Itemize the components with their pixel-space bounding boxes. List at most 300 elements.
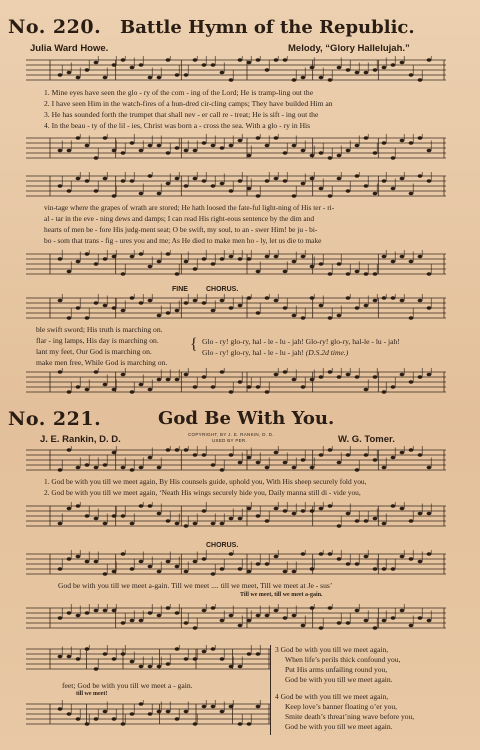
music-staff bbox=[26, 446, 446, 478]
note-head bbox=[274, 373, 279, 377]
note-head bbox=[319, 304, 324, 308]
note-head bbox=[139, 192, 144, 196]
note-head bbox=[202, 705, 207, 709]
note-head bbox=[256, 614, 261, 618]
note-head bbox=[139, 466, 144, 470]
note-head bbox=[58, 73, 63, 77]
note-head bbox=[346, 373, 351, 377]
note-head bbox=[121, 514, 126, 518]
note-head bbox=[355, 174, 360, 178]
note-head bbox=[148, 712, 153, 716]
note-head bbox=[157, 512, 162, 516]
note-head bbox=[373, 68, 378, 72]
note-head bbox=[427, 552, 432, 556]
note-head bbox=[103, 572, 108, 576]
note-head bbox=[274, 507, 279, 511]
note-head bbox=[193, 58, 198, 62]
note-head bbox=[382, 255, 387, 259]
note-head bbox=[139, 560, 144, 564]
note-head bbox=[256, 562, 261, 566]
note-head bbox=[409, 73, 414, 77]
note-head bbox=[400, 451, 405, 455]
note-head bbox=[67, 189, 72, 193]
note-head bbox=[409, 557, 414, 561]
note-head bbox=[409, 519, 414, 523]
note-head bbox=[301, 458, 306, 462]
note-head bbox=[328, 156, 333, 160]
note-head bbox=[112, 609, 117, 613]
note-head bbox=[58, 184, 63, 188]
note-head bbox=[121, 151, 126, 155]
note-head bbox=[229, 255, 234, 259]
note-head bbox=[409, 192, 414, 196]
stanza-3 bbox=[275, 645, 400, 685]
note-head bbox=[94, 370, 99, 374]
note-head bbox=[220, 619, 225, 623]
note-head bbox=[175, 647, 180, 651]
note-head bbox=[148, 299, 153, 303]
note-head bbox=[418, 512, 423, 516]
verse-line: make men free, While God is marching on. bbox=[36, 358, 168, 367]
note-head bbox=[166, 311, 171, 315]
note-head bbox=[220, 468, 225, 472]
note-head bbox=[319, 375, 324, 379]
verse-line: 2. I have seen Him in the watch-fires of a hun-dred cir-cling camps; They have builded Him an bbox=[44, 99, 333, 108]
note-head bbox=[76, 177, 81, 181]
music-staff bbox=[26, 294, 446, 326]
note-head bbox=[283, 570, 288, 574]
verse-line: 1. God be with you till we meet again, By His counsels guide, uphold you, With His sheep securely fold you, bbox=[44, 477, 367, 486]
note-head bbox=[148, 174, 153, 178]
note-head bbox=[130, 619, 135, 623]
note-head bbox=[85, 463, 90, 467]
note-head bbox=[202, 63, 207, 67]
note-head bbox=[121, 272, 126, 276]
note-head bbox=[229, 705, 234, 709]
note-head bbox=[220, 370, 225, 374]
note-head bbox=[256, 311, 261, 315]
music-staff bbox=[26, 700, 271, 732]
note-head bbox=[229, 144, 234, 148]
note-head bbox=[166, 448, 171, 452]
note-head bbox=[220, 567, 225, 571]
verse-line: 2. God be with you till we meet again, ‘Neath His wings securely hide you, Daily manna still di - vide you, bbox=[44, 488, 361, 497]
note-head bbox=[85, 388, 90, 392]
note-head bbox=[76, 306, 81, 310]
chorus-text: Glo - ry! glo-ry, hal - le - lu - jah! bbox=[202, 348, 304, 357]
note-head bbox=[319, 626, 324, 630]
note-head bbox=[265, 390, 270, 394]
note-head bbox=[328, 448, 333, 452]
note-head bbox=[265, 296, 270, 300]
music-staff bbox=[26, 56, 446, 88]
note-head bbox=[427, 149, 432, 153]
note-head bbox=[238, 380, 243, 384]
note-head bbox=[247, 187, 252, 191]
note-head bbox=[94, 667, 99, 671]
note-head bbox=[364, 388, 369, 392]
note-head bbox=[202, 179, 207, 183]
note-head bbox=[328, 504, 333, 508]
note-head bbox=[409, 260, 414, 264]
note-head bbox=[292, 144, 297, 148]
note-head bbox=[85, 722, 90, 726]
note-head bbox=[229, 453, 234, 457]
note-head bbox=[319, 187, 324, 191]
note-head bbox=[148, 388, 153, 392]
note-head bbox=[112, 194, 117, 198]
note-head bbox=[130, 390, 135, 394]
note-head bbox=[103, 710, 108, 714]
note-head bbox=[94, 301, 99, 305]
note-head bbox=[148, 144, 153, 148]
note-head bbox=[274, 555, 279, 559]
note-head bbox=[400, 139, 405, 143]
note-head bbox=[76, 657, 81, 661]
hymn-220-author: Julia Ward Howe. bbox=[30, 43, 109, 54]
note-head bbox=[130, 660, 135, 664]
note-head bbox=[346, 68, 351, 72]
note-head bbox=[166, 378, 171, 382]
note-head bbox=[283, 270, 288, 274]
note-head bbox=[112, 514, 117, 518]
note-head bbox=[94, 156, 99, 160]
verse-line: 4. In the beau - ty of the lil - ies, Christ was born a - cross the sea. With a glo - ry in His bbox=[44, 121, 311, 130]
note-head bbox=[301, 255, 306, 259]
note-head bbox=[364, 136, 369, 140]
note-head bbox=[265, 562, 270, 566]
note-head bbox=[184, 710, 189, 714]
note-head bbox=[139, 252, 144, 256]
note-head bbox=[382, 296, 387, 300]
note-head bbox=[175, 611, 180, 615]
note-head bbox=[139, 301, 144, 305]
note-head bbox=[130, 66, 135, 70]
note-head bbox=[400, 255, 405, 259]
note-head bbox=[238, 624, 243, 628]
note-head bbox=[139, 702, 144, 706]
note-head bbox=[292, 378, 297, 382]
note-head bbox=[193, 177, 198, 181]
note-head bbox=[301, 385, 306, 389]
brace: { bbox=[190, 336, 198, 353]
verse-line: ble swift sword; His truth is marching on. bbox=[36, 325, 163, 334]
note-head bbox=[229, 517, 234, 521]
column-divider bbox=[270, 645, 271, 735]
note-head bbox=[76, 76, 81, 80]
note-head bbox=[58, 299, 63, 303]
note-head bbox=[292, 512, 297, 516]
note-head bbox=[256, 705, 261, 709]
note-head bbox=[211, 63, 216, 67]
note-head bbox=[364, 619, 369, 623]
note-head bbox=[157, 314, 162, 318]
note-head bbox=[103, 76, 108, 80]
note-head bbox=[184, 301, 189, 305]
note-head bbox=[418, 255, 423, 259]
note-head bbox=[292, 614, 297, 618]
note-head bbox=[337, 375, 342, 379]
note-head bbox=[85, 316, 90, 320]
note-head bbox=[157, 710, 162, 714]
note-head bbox=[67, 390, 72, 394]
note-head bbox=[175, 177, 180, 181]
note-head bbox=[364, 272, 369, 276]
stanza-4 bbox=[275, 692, 414, 732]
note-head bbox=[175, 565, 180, 569]
note-head bbox=[121, 179, 126, 183]
note-head bbox=[94, 466, 99, 470]
note-head bbox=[328, 272, 333, 276]
note-head bbox=[391, 504, 396, 508]
note-head bbox=[67, 270, 72, 274]
note-head bbox=[130, 712, 135, 716]
music-staff bbox=[26, 368, 446, 400]
music-staff bbox=[26, 550, 446, 582]
note-head bbox=[418, 375, 423, 379]
note-head bbox=[220, 710, 225, 714]
note-head bbox=[67, 507, 72, 511]
note-head bbox=[418, 616, 423, 620]
note-head bbox=[292, 570, 297, 574]
note-head bbox=[166, 151, 171, 155]
note-head bbox=[67, 149, 72, 153]
note-head bbox=[256, 652, 261, 656]
note-head bbox=[427, 58, 432, 62]
note-head bbox=[247, 296, 252, 300]
note-head bbox=[418, 78, 423, 82]
note-head bbox=[76, 136, 81, 140]
note-head bbox=[301, 509, 306, 513]
note-head bbox=[58, 616, 63, 620]
verse-line: al - tar in the eve - ning dews and damps; I can read His right-eous sentence by the dim and bbox=[44, 214, 315, 223]
note-head bbox=[310, 606, 315, 610]
note-head bbox=[355, 468, 360, 472]
note-head bbox=[67, 71, 72, 75]
note-head bbox=[337, 314, 342, 318]
stanza-line: 3 God be with you till we meet again, bbox=[275, 645, 389, 654]
hymn-220-verses-b bbox=[44, 202, 334, 246]
hymn-221-chorus-2-under: till we meet! bbox=[76, 691, 108, 697]
note-head bbox=[283, 616, 288, 620]
hymn-221-author: J. E. Rankin, D. D. bbox=[40, 434, 121, 445]
note-head bbox=[94, 560, 99, 564]
note-head bbox=[220, 182, 225, 186]
note-head bbox=[301, 316, 306, 320]
copyright-line-2: USED BY PER. bbox=[212, 438, 248, 443]
stanza-line: Keep love’s banner floating o’er you, bbox=[285, 702, 398, 711]
note-head bbox=[391, 296, 396, 300]
note-head bbox=[121, 652, 126, 656]
note-head bbox=[292, 466, 297, 470]
note-head bbox=[427, 619, 432, 623]
note-head bbox=[382, 567, 387, 571]
note-head bbox=[184, 149, 189, 153]
note-head bbox=[238, 722, 243, 726]
note-head bbox=[121, 373, 126, 377]
note-head bbox=[220, 299, 225, 303]
note-head bbox=[166, 252, 171, 256]
music-staff bbox=[26, 502, 446, 534]
note-head bbox=[373, 272, 378, 276]
note-head bbox=[265, 614, 270, 618]
note-head bbox=[112, 306, 117, 310]
note-head bbox=[193, 657, 198, 661]
note-head bbox=[103, 652, 108, 656]
note-head bbox=[193, 385, 198, 389]
note-head bbox=[184, 570, 189, 574]
note-head bbox=[220, 257, 225, 261]
verse-line: lant my feet, Our God is marching on. bbox=[36, 347, 152, 356]
chorus-label: CHORUS. bbox=[206, 286, 239, 293]
note-head bbox=[310, 378, 315, 382]
note-head bbox=[391, 385, 396, 389]
note-head bbox=[373, 517, 378, 521]
note-head bbox=[58, 370, 63, 374]
note-head bbox=[238, 517, 243, 521]
note-head bbox=[238, 58, 243, 62]
note-head bbox=[85, 560, 90, 564]
note-head bbox=[76, 614, 81, 618]
note-head bbox=[346, 562, 351, 566]
note-head bbox=[301, 149, 306, 153]
hymn-221-verses bbox=[44, 476, 366, 498]
note-head bbox=[382, 522, 387, 526]
note-head bbox=[85, 252, 90, 256]
music-staff bbox=[26, 172, 446, 204]
note-head bbox=[94, 717, 99, 721]
note-head bbox=[175, 448, 180, 452]
note-head bbox=[112, 255, 117, 259]
note-head bbox=[346, 272, 351, 276]
note-head bbox=[364, 453, 369, 457]
note-head bbox=[166, 710, 171, 714]
note-head bbox=[148, 611, 153, 615]
note-head bbox=[184, 448, 189, 452]
note-head bbox=[328, 316, 333, 320]
music-staff bbox=[26, 250, 446, 282]
note-head bbox=[175, 522, 180, 526]
note-head bbox=[112, 451, 117, 455]
note-head bbox=[319, 552, 324, 556]
note-head bbox=[193, 522, 198, 526]
note-head bbox=[274, 451, 279, 455]
note-head bbox=[139, 149, 144, 153]
note-head bbox=[328, 78, 333, 82]
note-head bbox=[193, 299, 198, 303]
note-head bbox=[103, 383, 108, 387]
stanza-line: Put His arms unfailing round you, bbox=[285, 665, 388, 674]
note-head bbox=[112, 717, 117, 721]
note-head bbox=[211, 385, 216, 389]
note-head bbox=[283, 151, 288, 155]
note-head bbox=[301, 182, 306, 186]
note-head bbox=[364, 519, 369, 523]
hymn-220-verses-a bbox=[44, 87, 333, 131]
note-head bbox=[373, 458, 378, 462]
note-head bbox=[265, 68, 270, 72]
note-head bbox=[274, 299, 279, 303]
note-head bbox=[229, 552, 234, 556]
note-head bbox=[346, 149, 351, 153]
note-head bbox=[211, 572, 216, 576]
note-head bbox=[139, 619, 144, 623]
note-head bbox=[193, 626, 198, 630]
note-head bbox=[409, 141, 414, 145]
copyright-line-1: COPYRIGHT, BY J. E. RANKIN, D. D. bbox=[188, 432, 274, 437]
note-head bbox=[220, 522, 225, 526]
note-head bbox=[283, 306, 288, 310]
note-head bbox=[130, 522, 135, 526]
note-head bbox=[67, 611, 72, 615]
note-head bbox=[211, 144, 216, 148]
note-head bbox=[247, 507, 252, 511]
note-head bbox=[409, 380, 414, 384]
note-head bbox=[247, 456, 252, 460]
note-head bbox=[373, 151, 378, 155]
note-head bbox=[229, 614, 234, 618]
note-head bbox=[76, 717, 81, 721]
note-head bbox=[175, 146, 180, 150]
note-head bbox=[85, 68, 90, 72]
note-head bbox=[238, 567, 243, 571]
note-head bbox=[274, 136, 279, 140]
note-head bbox=[427, 373, 432, 377]
note-head bbox=[292, 78, 297, 82]
note-head bbox=[310, 296, 315, 300]
note-head bbox=[400, 555, 405, 559]
note-head bbox=[373, 375, 378, 379]
note-head bbox=[337, 66, 342, 70]
note-head bbox=[85, 611, 90, 615]
note-head bbox=[427, 466, 432, 470]
note-head bbox=[76, 504, 81, 508]
note-head bbox=[67, 448, 72, 452]
note-head bbox=[184, 621, 189, 625]
note-head bbox=[400, 507, 405, 511]
note-head bbox=[283, 461, 288, 465]
note-head bbox=[202, 650, 207, 654]
note-head bbox=[157, 378, 162, 382]
note-head bbox=[148, 76, 153, 80]
note-head bbox=[256, 270, 261, 274]
hymn-220-melody: Melody, “Glory Hallelujah.” bbox=[288, 43, 410, 54]
note-head bbox=[247, 257, 252, 261]
stanza-line: God be with you till we meet again. bbox=[285, 675, 393, 684]
note-head bbox=[139, 504, 144, 508]
note-head bbox=[157, 192, 162, 196]
hymn-221-composer: W. G. Tomer. bbox=[338, 434, 395, 445]
note-head bbox=[364, 71, 369, 75]
note-head bbox=[328, 606, 333, 610]
note-head bbox=[265, 519, 270, 523]
verse-line: flar - ing lamps, His day is marching on. bbox=[36, 336, 159, 345]
note-head bbox=[355, 609, 360, 613]
note-head bbox=[337, 262, 342, 266]
note-head bbox=[337, 461, 342, 465]
note-head bbox=[175, 272, 180, 276]
note-head bbox=[103, 522, 108, 526]
note-head bbox=[319, 453, 324, 457]
note-head bbox=[283, 509, 288, 513]
note-head bbox=[175, 73, 180, 77]
note-head bbox=[112, 149, 117, 153]
note-head bbox=[175, 309, 180, 313]
note-head bbox=[337, 557, 342, 561]
note-head bbox=[418, 136, 423, 140]
note-head bbox=[175, 378, 180, 382]
note-head bbox=[391, 260, 396, 264]
